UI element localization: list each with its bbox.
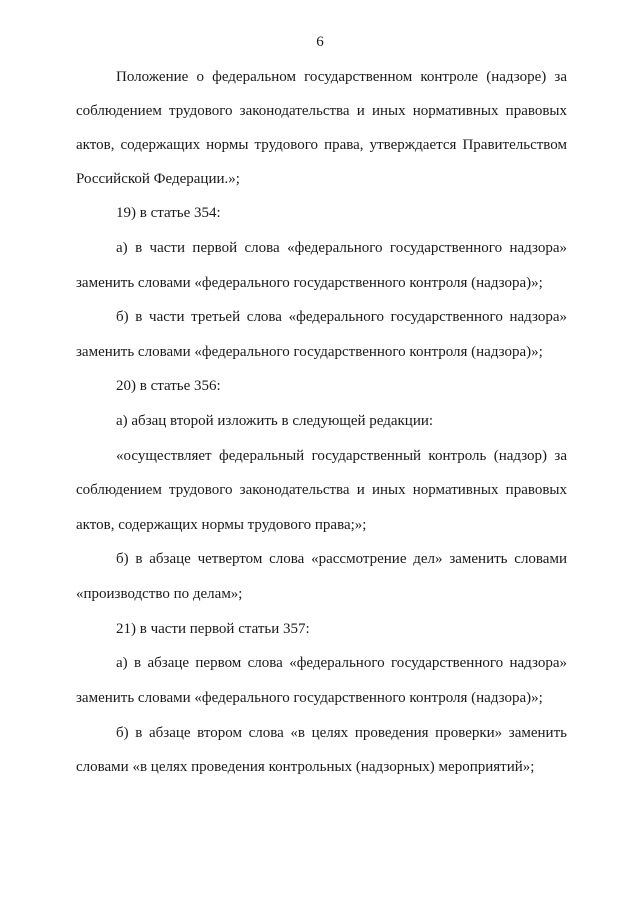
paragraph-line: Положение о федеральном государственном контроле (надзоре) за bbox=[116, 69, 567, 85]
paragraph-line: актов, содержащих нормы трудового права, утверждается Правительством bbox=[76, 137, 567, 153]
paragraph-line: соблюдением трудового законодательства и иных нормативных правовых bbox=[76, 482, 567, 498]
paragraph-line: «осуществляет федеральный государственный контроль (надзор) за bbox=[116, 448, 567, 464]
page-number: 6 bbox=[316, 34, 324, 50]
paragraph-line: б) в абзаце втором слова «в целях проведения проверки» заменить bbox=[116, 725, 567, 741]
item-heading: 20) в статье 356: bbox=[116, 378, 221, 394]
paragraph-line: заменить словами «федерального государственного контроля (надзора)»; bbox=[76, 690, 543, 706]
paragraph-line: а) абзац второй изложить в следующей редакции: bbox=[116, 413, 434, 429]
paragraph-line: «производство по делам»; bbox=[76, 586, 243, 602]
paragraph-line: Российской Федерации.»; bbox=[76, 171, 240, 187]
item-heading: 21) в части первой статьи 357: bbox=[116, 621, 310, 637]
item-heading: 19) в статье 354: bbox=[116, 205, 221, 221]
paragraph-line: словами «в целях проведения контрольных (надзорных) мероприятий»; bbox=[76, 759, 535, 775]
paragraph-line: соблюдением трудового законодательства и иных нормативных правовых bbox=[76, 103, 567, 119]
paragraph-line: заменить словами «федерального государственного контроля (надзора)»; bbox=[76, 275, 543, 291]
paragraph-line: б) в абзаце четвертом слова «рассмотрение дел» заменить словами bbox=[116, 551, 567, 567]
paragraph-line: б) в части третьей слова «федерального государственного надзора» bbox=[116, 309, 567, 325]
paragraph-line: заменить словами «федерального государственного контроля (надзора)»; bbox=[76, 344, 543, 360]
paragraph-line: а) в части первой слова «федерального государственного надзора» bbox=[116, 240, 567, 256]
paragraph-line: а) в абзаце первом слова «федерального государственного надзора» bbox=[116, 655, 567, 671]
paragraph-line: актов, содержащих нормы трудового права;»; bbox=[76, 517, 367, 533]
